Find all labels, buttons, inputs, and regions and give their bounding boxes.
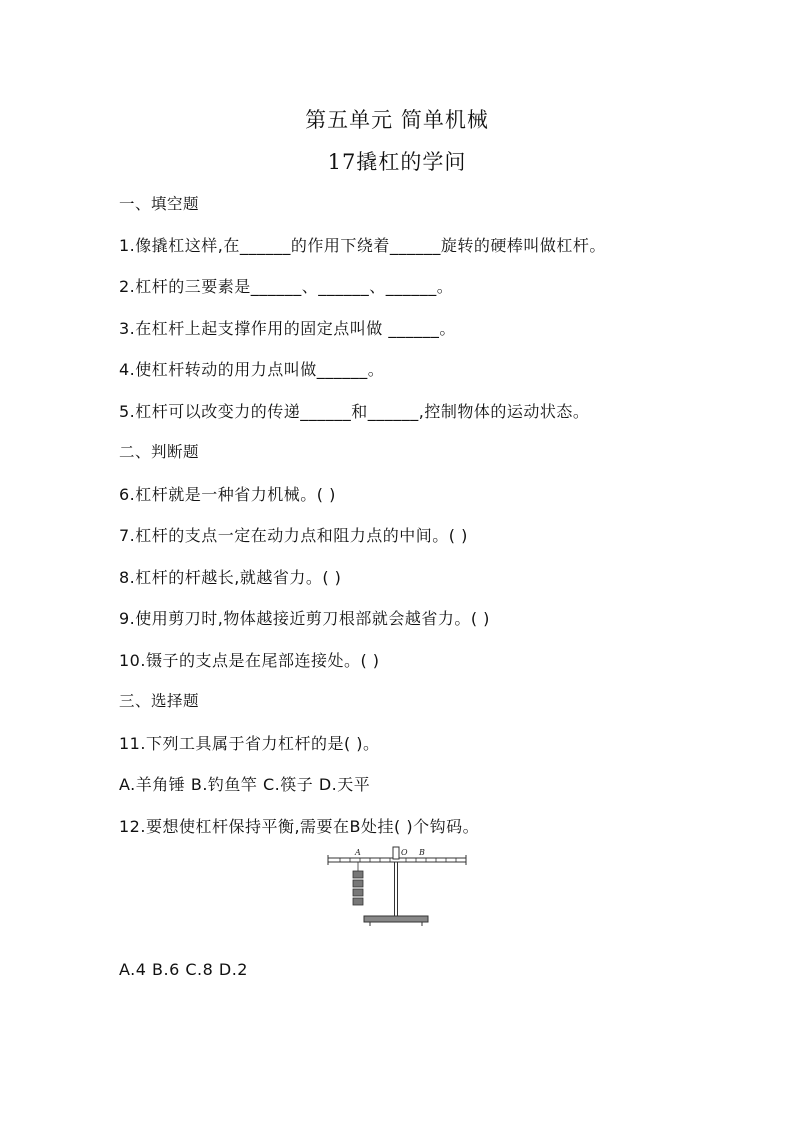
- lesson-title: 17撬杠的学问: [327, 150, 467, 174]
- question-12: 12.要想使杠杆保持平衡,需要在B处挂( )个钩码。: [119, 817, 480, 836]
- question-2: 2.杠杆的三要素是______、______、______。: [119, 277, 454, 296]
- question-6: 6.杠杆就是一种省力机械。( ): [119, 485, 336, 504]
- label-o: O: [401, 848, 408, 857]
- label-b: B: [419, 848, 425, 857]
- support-post: [395, 862, 398, 916]
- stand-base: [364, 916, 428, 922]
- question-10: 10.镊子的支点是在尾部连接处。( ): [119, 651, 380, 670]
- question-5: 5.杠杆可以改变力的传递______和______,控制物体的运动状态。: [119, 402, 590, 421]
- question-12-options: A.4 B.6 C.8 D.2: [119, 960, 248, 979]
- question-1: 1.像撬杠这样,在______的作用下绕着______旋转的硬棒叫做杠杆。: [119, 236, 606, 255]
- section-true-false: 二、判断题: [119, 443, 200, 461]
- question-7: 7.杠杆的支点一定在动力点和阻力点的中间。( ): [119, 526, 468, 545]
- question-3: 3.在杠杆上起支撑作用的固定点叫做 ______。: [119, 319, 456, 338]
- question-11: 11.下列工具属于省力杠杆的是( )。: [119, 734, 380, 753]
- section-fill-in: 一、填空题: [119, 195, 200, 213]
- lever-diagram: [326, 844, 468, 928]
- question-4: 4.使杠杆转动的用力点叫做______。: [119, 360, 385, 379]
- question-9: 9.使用剪刀时,物体越接近剪刀根部就会越省力。( ): [119, 609, 490, 628]
- question-8: 8.杠杆的杆越长,就越省力。( ): [119, 568, 342, 587]
- pivot-clamp: [393, 847, 399, 859]
- page-title: 第五单元 简单机械: [305, 108, 489, 132]
- label-a: A: [355, 848, 361, 857]
- section-multiple-choice: 三、选择题: [119, 692, 200, 710]
- hook-weights: [353, 871, 363, 905]
- question-11-options: A.羊角锤 B.钓鱼竿 C.筷子 D.天平: [119, 775, 371, 794]
